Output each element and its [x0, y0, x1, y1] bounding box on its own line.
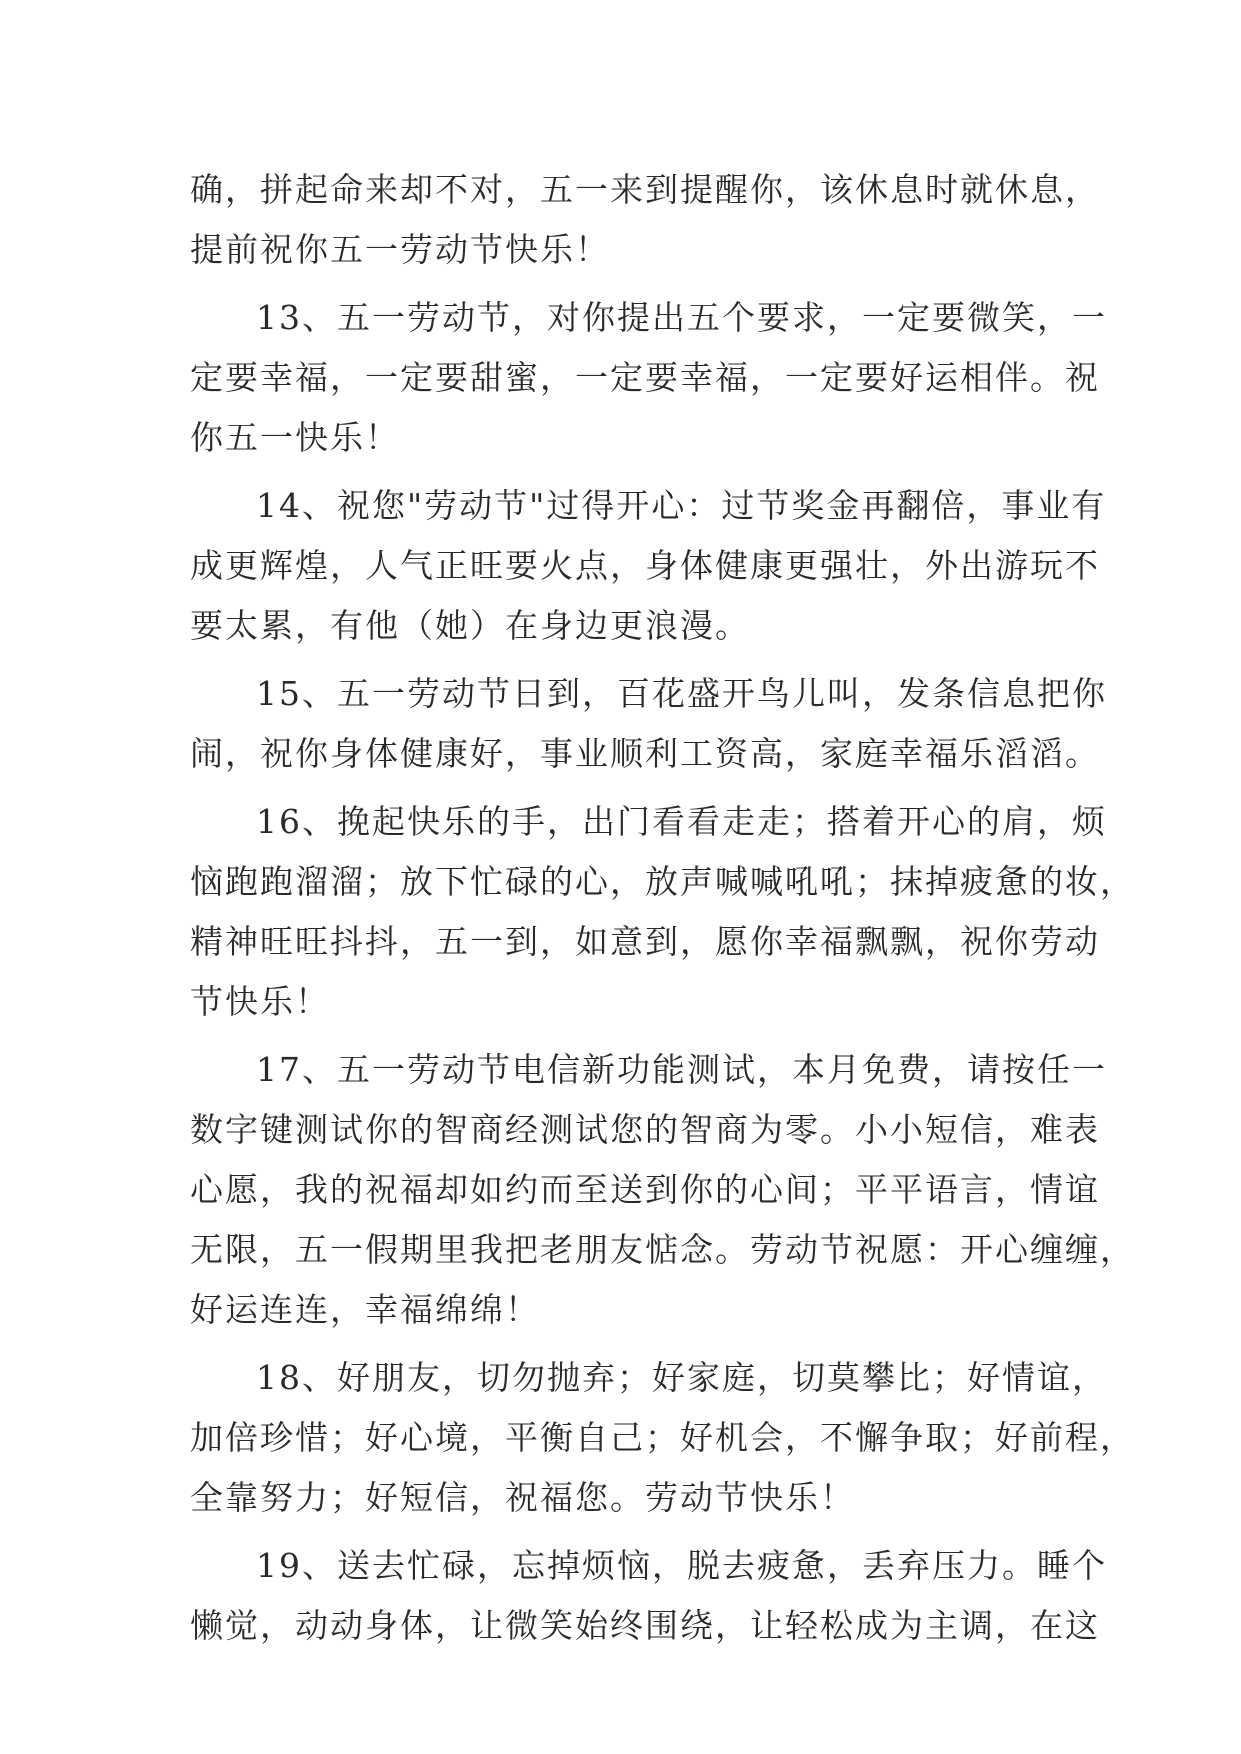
document-body [190, 160, 1135, 1656]
text-line: 你五一快乐！ [190, 418, 400, 457]
text-line: 提前祝你五一劳动节快乐！ [190, 230, 610, 269]
text-line: 定要幸福，一定要甜蜜，一定要幸福，一定要好运相伴。祝 [190, 358, 1100, 397]
text-line: 14、祝您"劳动节"过得开心：过节奖金再翻倍，事业有 [256, 486, 1107, 525]
text-line: 19、送去忙碌，忘掉烦恼，脱去疲惫，丢弃压力。睡个 [256, 1546, 1107, 1585]
text-line: 恼跑跑溜溜；放下忙碌的心，放声喊喊吼吼；抹掉疲惫的妆， [190, 862, 1135, 901]
text-line: 16、挽起快乐的手，出门看看走走；搭着开心的肩，烦 [256, 802, 1107, 841]
text-line: 闹，祝你身体健康好，事业顺利工资高，家庭幸福乐滔滔。 [190, 734, 1100, 773]
text-line: 加倍珍惜；好心境，平衡自己；好机会，不懈争取；好前程， [190, 1418, 1135, 1457]
paragraph-14 [190, 476, 1107, 656]
text-line: 17、五一劳动节电信新功能测试，本月免费，请按任一 [256, 1050, 1107, 1089]
paragraph-17 [190, 1040, 1135, 1340]
paragraph-13 [190, 288, 1107, 468]
text-line: 15、五一劳动节日到，百花盛开鸟儿叫，发条信息把你 [256, 674, 1107, 713]
text-line: 好运连连，幸福绵绵！ [190, 1290, 540, 1329]
text-line: 懒觉，动动身体，让微笑始终围绕，让轻松成为主调，在这 [190, 1606, 1100, 1645]
text-line: 要太累，有他（她）在身边更浪漫。 [190, 606, 750, 645]
text-line: 精神旺旺抖抖，五一到，如意到，愿你幸福飘飘，祝你劳动 [190, 922, 1100, 961]
text-line: 无限，五一假期里我把老朋友惦念。劳动节祝愿：开心缠缠， [190, 1230, 1135, 1269]
text-line: 全靠努力；好短信，祝福您。劳动节快乐！ [190, 1478, 855, 1517]
text-line: 确，拼起命来却不对，五一来到提醒你，该休息时就休息， [190, 170, 1100, 209]
text-line: 心愿，我的祝福却如约而至送到你的心间；平平语言，情谊 [190, 1170, 1100, 1209]
paragraph-12-continued [190, 160, 1100, 280]
text-line: 节快乐！ [190, 982, 330, 1021]
text-line: 18、好朋友，切勿抛弃；好家庭，切莫攀比；好情谊， [256, 1358, 1107, 1397]
paragraph-15 [190, 664, 1107, 784]
paragraph-16 [190, 792, 1135, 1032]
text-line: 数字键测试你的智商经测试您的智商为零。小小短信，难表 [190, 1110, 1100, 1149]
text-line: 成更辉煌，人气正旺要火点，身体健康更强壮，外出游玩不 [190, 546, 1100, 585]
paragraph-18 [190, 1348, 1135, 1528]
text-line: 13、五一劳动节，对你提出五个要求，一定要微笑，一 [256, 298, 1107, 337]
paragraph-19 [190, 1536, 1107, 1656]
